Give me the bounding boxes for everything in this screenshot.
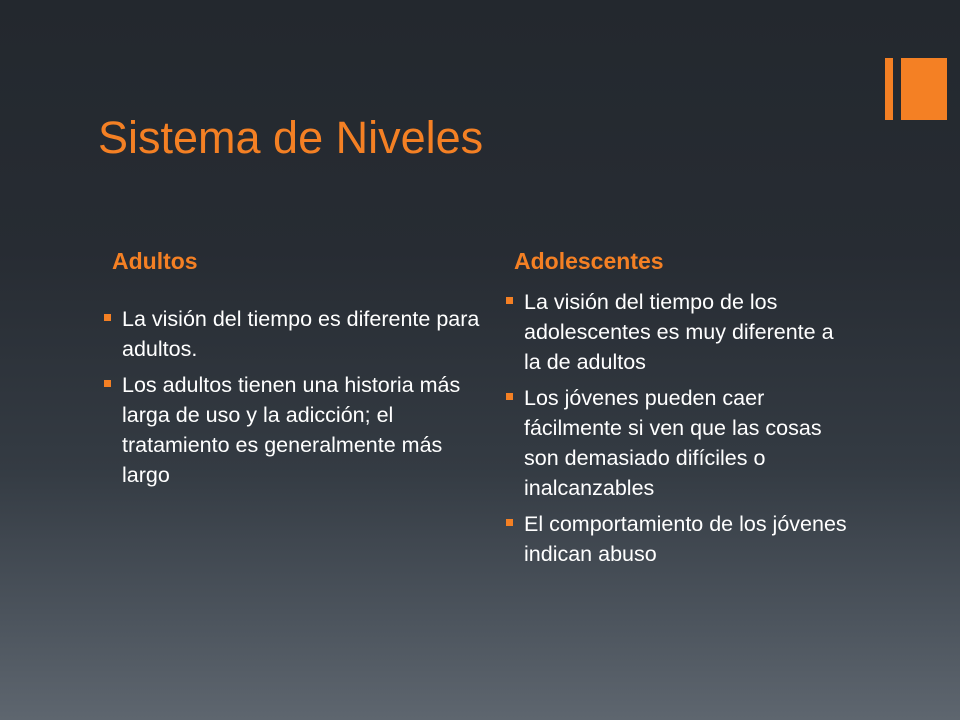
decoration-bar xyxy=(885,58,893,120)
bullet-list-adultos xyxy=(102,304,482,496)
bullet-text: Los adultos tienen una historia más larga de uso y la adicción; el tratamiento es generalmente más largo xyxy=(122,373,461,487)
square-bullet-icon xyxy=(104,314,111,321)
column-heading-adolescentes: Adolescentes xyxy=(514,248,664,274)
bullet-item xyxy=(504,509,854,569)
bullet-item xyxy=(504,383,854,503)
bullet-text: El comportamiento de los jóvenes indican abuso xyxy=(524,512,847,566)
bullet-text: La visión del tiempo de los adolescentes es muy diferente a la de adultos xyxy=(524,290,834,374)
square-bullet-icon xyxy=(506,393,513,400)
decoration-block xyxy=(901,58,947,120)
square-bullet-icon xyxy=(104,380,111,387)
square-bullet-icon xyxy=(506,297,513,304)
slide-title: Sistema de Niveles xyxy=(98,112,484,163)
bullet-item xyxy=(102,304,482,364)
bullet-item xyxy=(102,370,482,490)
bullet-list-adolescentes xyxy=(504,287,854,575)
bullet-text: La visión del tiempo es diferente para adultos. xyxy=(122,307,480,361)
bullet-item xyxy=(504,287,854,377)
bullet-text: Los jóvenes pueden caer fácilmente si ven que las cosas son demasiado difíciles o inalcanzables xyxy=(524,386,822,500)
corner-decoration xyxy=(885,58,947,120)
square-bullet-icon xyxy=(506,519,513,526)
column-heading-adultos: Adultos xyxy=(112,248,198,274)
